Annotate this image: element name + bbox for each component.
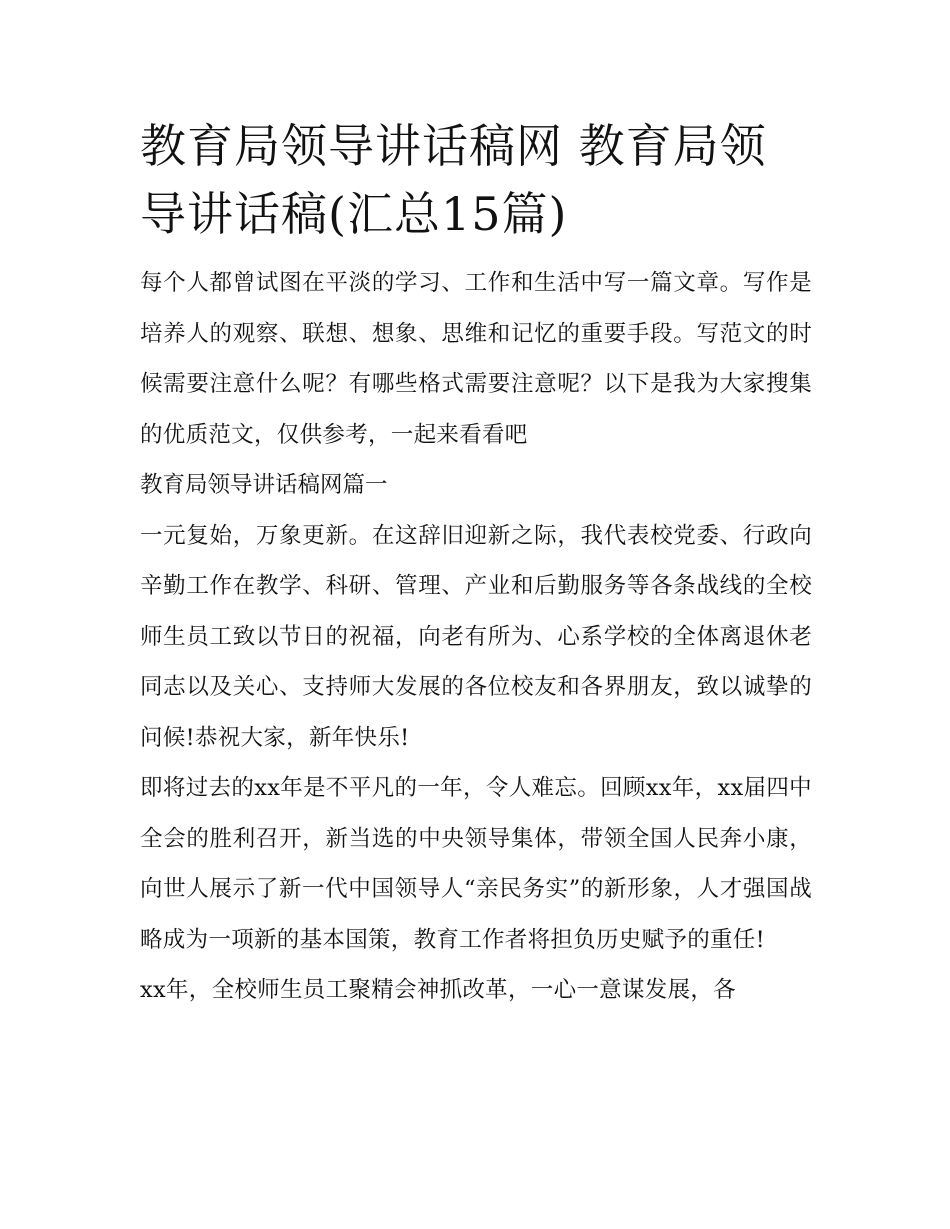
intro-paragraph: 每个人都曾试图在平淡的学习、工作和生活中写一篇文章。写作是培养人的观察、联想、想象、思维和记忆的重要手段。写范文的时候需要注意什么呢？有哪些格式需要注意呢？以下是我为大家搜集的优质范文，仅供参考，一起来看看吧 <box>140 270 812 448</box>
document-body <box>140 112 812 1016</box>
section-heading: 教育局领导讲话稿网篇一 <box>140 472 388 498</box>
body-paragraph-1: 一元复始，万象更新。在这辞旧迎新之际，我代表校党委、行政向辛勤工作在教学、科研、管理、产业和后勤服务等各条战线的全校师生员工致以节日的祝福，向老有所为、心系学校的全体离退休老同志以及关心、支持师大发展的各位校友和各界朋友，致以诚挚的问候!恭祝大家，新年快乐! <box>140 522 812 751</box>
body-paragraph-3: xx年，全校师生员工聚精会神抓改革，一心一意谋发展，各 <box>140 977 736 1003</box>
body-paragraph-2: 即将过去的xx年是不平凡的一年，令人难忘。回顾xx年，xx届四中全会的胜利召开，新当选的中央领导集体，带领全国人民奔小康，向世人展示了新一代中国领导人“亲民务实”的新形象，人才强国战略成为一项新的基本国策，教育工作者将担负历史赋予的重任! <box>140 775 812 953</box>
document-title: 教育局领导讲话稿网 教育局领导讲话稿(汇总15篇) <box>140 119 767 241</box>
